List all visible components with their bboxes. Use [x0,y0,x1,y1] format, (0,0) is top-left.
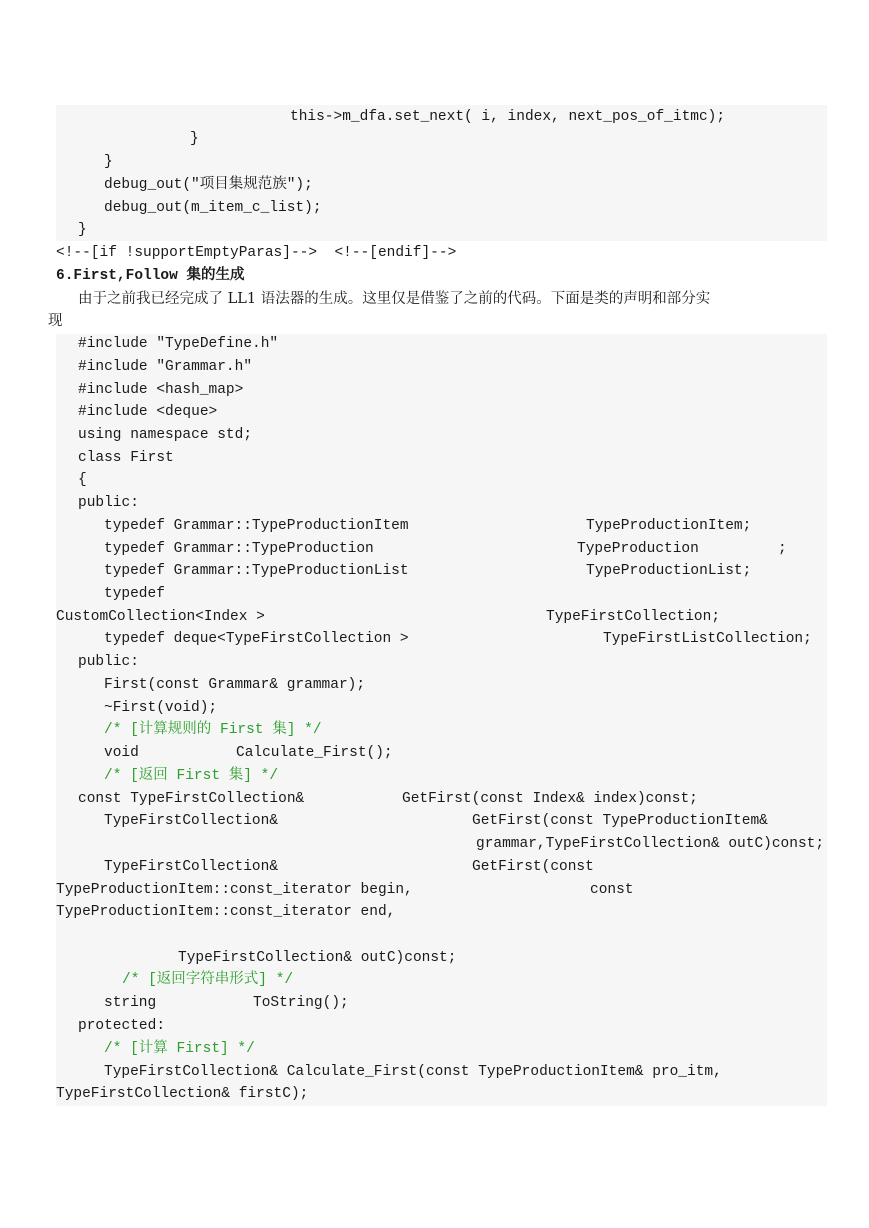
code-line-typedef: typedef Grammar::TypeProduction [104,541,374,557]
code-line-using: using namespace std; [78,427,253,443]
code-line-method: GetFirst(const [472,859,594,875]
code-line-method: GetFirst(const TypeProductionItem& [472,813,768,829]
code-line-typedef-cont: CustomCollection<Index > [56,609,265,625]
code-comment: /* [计算 First] */ [104,1041,255,1057]
code-line: debug_out("项目集规范族"); [104,177,313,193]
section-heading: 6.First,Follow 集的生成 [56,268,245,284]
code-line-include: #include <hash_map> [78,382,244,398]
code-line: debug_out(m_item_c_list); [104,200,322,216]
code-line-protected: protected: [78,1018,166,1034]
code-line: } [190,131,199,147]
code-line-method-cont: TypeFirstCollection& firstC); [56,1086,309,1102]
code-line-method-cont: TypeFirstCollection& outC)const; [178,950,457,966]
code-line-typedef-name: TypeProduction [577,541,699,557]
code-line-typedef-name: TypeFirstCollection; [546,609,721,625]
code-line-brace: { [78,472,87,488]
code-line-typedef-name: TypeProductionItem; [586,518,752,534]
code-line-type: string [104,995,157,1011]
code-comment: /* [返回 First 集] */ [104,768,279,784]
code-line-method-cont: TypeProductionItem::const_iterator begin, [56,882,413,898]
code-line-method-cont: grammar,TypeFirstCollection& outC)const; [476,836,825,852]
code-line-method: ToString(); [253,995,349,1011]
intro-paragraph-line: 现 [48,313,63,329]
code-line-type: TypeFirstCollection& [104,813,279,829]
code-comment: /* [返回字符串形式] */ [122,972,294,988]
code-line-typedef: typedef Grammar::TypeProductionList [104,563,409,579]
code-line: } [104,154,113,170]
intro-paragraph-line: 由于之前我已经完成了 LL1 语法器的生成。这里仅是借鉴了之前的代码。下面是类的声明和部分实 [78,291,711,307]
code-line-public: public: [78,654,139,670]
code-line-method: Calculate_First(); [236,745,393,761]
code-line-semicolon: ; [778,541,787,557]
code-line-class: class First [78,450,174,466]
code-line-method: TypeFirstCollection& Calculate_First(const TypeProductionItem& pro_itm, [104,1064,722,1080]
code-line-method: GetFirst(const Index& index)const; [402,791,698,807]
code-line: } [78,222,87,238]
code-line-include: #include "TypeDefine.h" [78,336,279,352]
code-line-destructor: ~First(void); [104,700,218,716]
code-line-type: const TypeFirstCollection& [78,791,305,807]
code-line-include: #include <deque> [78,404,218,420]
code-line-typedef-name: TypeProductionList; [586,563,752,579]
code-line-typedef: typedef Grammar::TypeProductionItem [104,518,409,534]
code-line-method-cont: TypeProductionItem::const_iterator end, [56,904,396,920]
code-line-include: #include "Grammar.h" [78,359,253,375]
html-comment-text: <!--[if !supportEmptyParas]--> <!--[endif]--> [56,245,457,261]
code-line-typedef: typedef [104,586,165,602]
code-line-method-cont: const [590,882,634,898]
code-line-type: void [104,745,139,761]
code-comment: /* [计算规则的 First 集] */ [104,722,322,738]
code-line-type: TypeFirstCollection& [104,859,279,875]
code-line: this->m_dfa.set_next( i, index, next_pos_of_itmc); [290,109,726,125]
code-line-typedef-name: TypeFirstListCollection; [603,631,812,647]
code-line-constructor: First(const Grammar& grammar); [104,677,366,693]
code-line-public: public: [78,495,139,511]
code-line-typedef: typedef deque<TypeFirstCollection > [104,631,409,647]
